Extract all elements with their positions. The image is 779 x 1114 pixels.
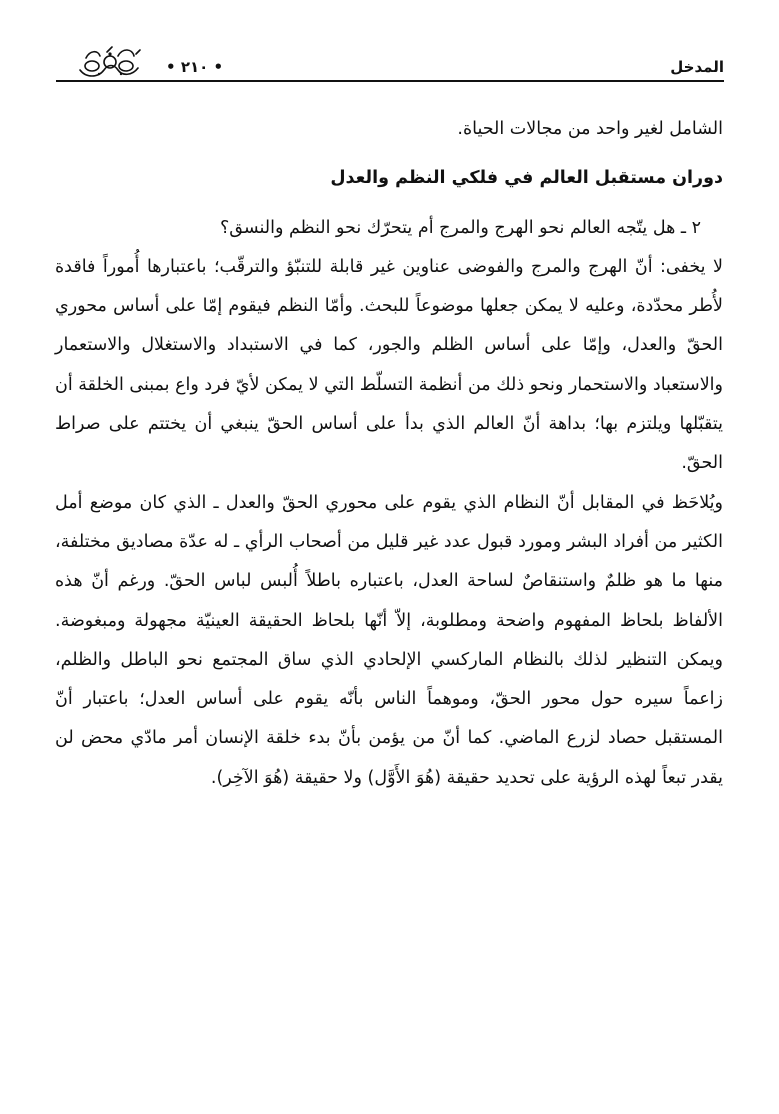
page-body (55, 110, 723, 798)
section-heading: دوران مستقبل العالم في فلكي النظم والعدل (330, 168, 723, 189)
intro-line: الشامل لغير واحد من مجالات الحياة. (457, 119, 723, 139)
page-header (56, 40, 724, 80)
page-number: • ٢١٠ • (166, 58, 224, 76)
paragraph: ٢ ـ هل يتّجه العالم نحو الهرج والمرج أم يتحرّك نحو النظم والنسق؟ (219, 217, 701, 238)
paragraph: لا يخفى: أنّ الهرج والمرج والفوضى عناوين غير قابلة للتنبّؤ والترقّب؛ باعتبارها أُموراً فاقدة لأُطر محدّدة، وعليه لا يمكن جعلها موضوعاً للبحث. وأمّا النظم فيقوم إمّا على أساس محوري الحقّ والعدل، وإمّا على أساس الظلم والجور، كما في الاستبداد والاستغلال والاستعمار والاستعباد والاستحمار ونحو ذلك من أنظمة التسلّط التي لا يمكن لأيّ فرد واع بمبنى الخلقة أن يتقبّلها ويلتزم بها؛ بداهة أنّ العالم الذي بدأ على أساس الحقّ ينبغي أن يختتم على صراط الحقّ. (55, 256, 723, 474)
calligraphy-ornament-icon (74, 44, 144, 80)
chapter-title: المدخل (670, 58, 724, 76)
paragraph: ويُلاحَظ في المقابل أنّ النظام الذي يقوم على محوري الحقّ والعدل ـ الذي كان موضع أمل الكثير من أفراد البشر ومورد قبول عدد غير قليل من أصحاب الرأي ـ له عدّة مصاديق مختلفة، منها ما هو ظلمٌ واستنقاصٌ لساحة العدل، باعتباره باطلاً أُلبس لباس الحقّ. ورغم أنّ هذه الألفاظ بلحاظ المفهوم واضحة ومطلوبة، إلاّ أنّها بلحاظ الحقيقة العينيّة مجهولة ومبغوضة. ويمكن التنظير لذلك بالنظام الماركسي الإلحادي الذي ساق المجتمع نحو الباطل والظلم، زاعماً سيره حول محور الحقّ، وموهماً الناس بأنّه يقوم على أساس العدل؛ باعتبار أنّ المستقبل حصاد لزرع الماضي. كما أنّ من يؤمن بأنّ بدء خلقة الإنسان أمر مادّي محض لن يقدر تبعاً لهذه الرؤية على تحديد حقيقة (هُوَ الأَوَّل) ولا حقيقة (هُوَ الآخِر). (55, 492, 723, 788)
header-rule (56, 80, 724, 82)
